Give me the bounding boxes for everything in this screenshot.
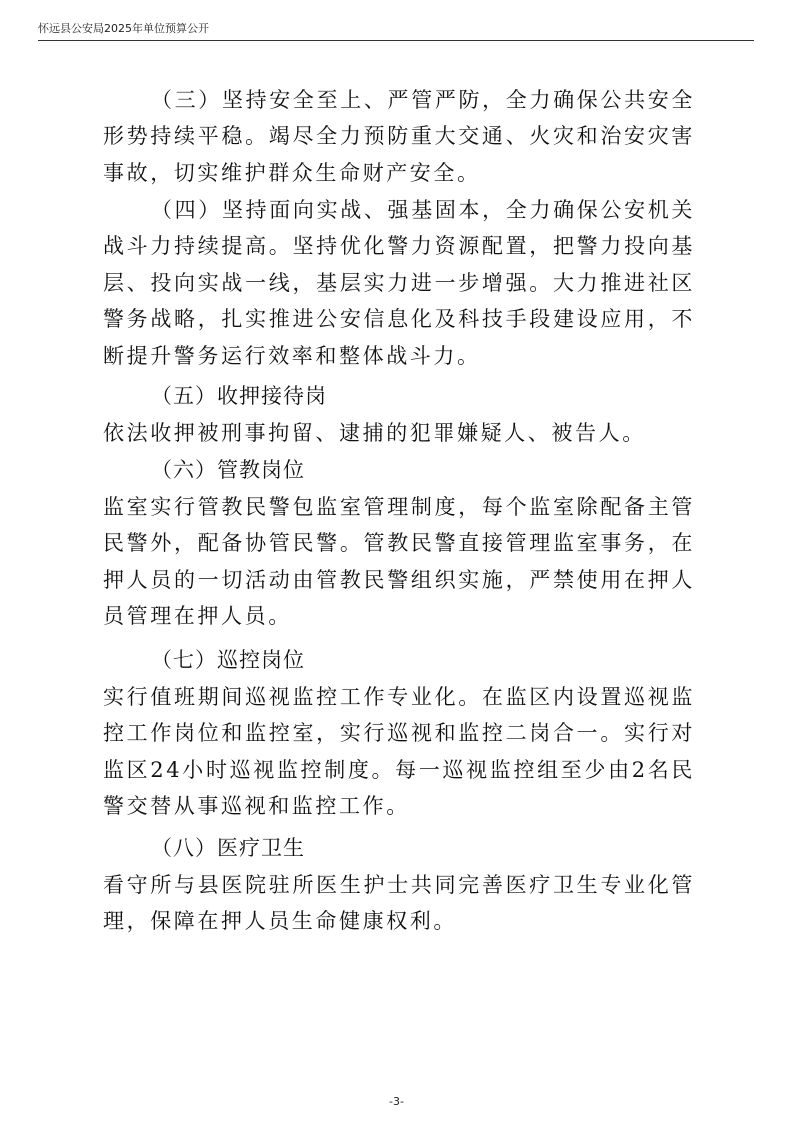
- heading-section-7: （七）巡控岗位: [151, 648, 305, 672]
- heading-section-6: （六）管教岗位: [151, 458, 305, 482]
- paragraph-section-7: 实行值班期间巡视监控工作专业化。在监区内设置巡视监控工作岗位和监控室，实行巡视和监控二岗合一。实行对监区24小时巡视监控制度。每一巡视监控组至少由2名民警交替从事巡视和监控工作。: [103, 685, 695, 819]
- heading-section-5: （五）收押接待岗: [151, 384, 327, 408]
- paragraph-section-3: （三）坚持安全至上、严管严防，全力确保公共安全形势持续平稳。竭尽全力预防重大交通、火灾和治安灾害事故，切实维护群众生命财产安全。: [103, 88, 695, 185]
- page-number: -3-: [389, 1095, 404, 1108]
- paragraph-section-5: 依法收押被刑事拘留、逮捕的犯罪嫌疑人、被告人。: [103, 421, 646, 445]
- heading-section-8: （八）医疗卫生: [151, 836, 305, 860]
- header-divider: [38, 40, 754, 41]
- paragraph-section-4: （四）坚持面向实战、强基固本，全力确保公安机关战斗力持续提高。坚持优化警力资源配置，把警力投向基层、投向实战一线，基层实力进一步增强。大力推进社区警务战略，扎实推进公安信息化及科技手段建设应用，不断提升警务运行效率和整体战斗力。: [103, 198, 695, 368]
- paragraph-section-6: 监室实行管教民警包监室管理制度，每个监室除配备主管民警外，配备协管民警。管教民警直接管理监室事务，在押人员的一切活动由管教民警组织实施，严禁使用在押人员管理在押人员。: [103, 495, 695, 629]
- paragraph-section-8: 看守所与县医院驻所医生护士共同完善医疗卫生专业化管理，保障在押人员生命健康权利。: [103, 873, 695, 934]
- running-header: 怀远县公安局2025年单位预算公开: [38, 22, 209, 35]
